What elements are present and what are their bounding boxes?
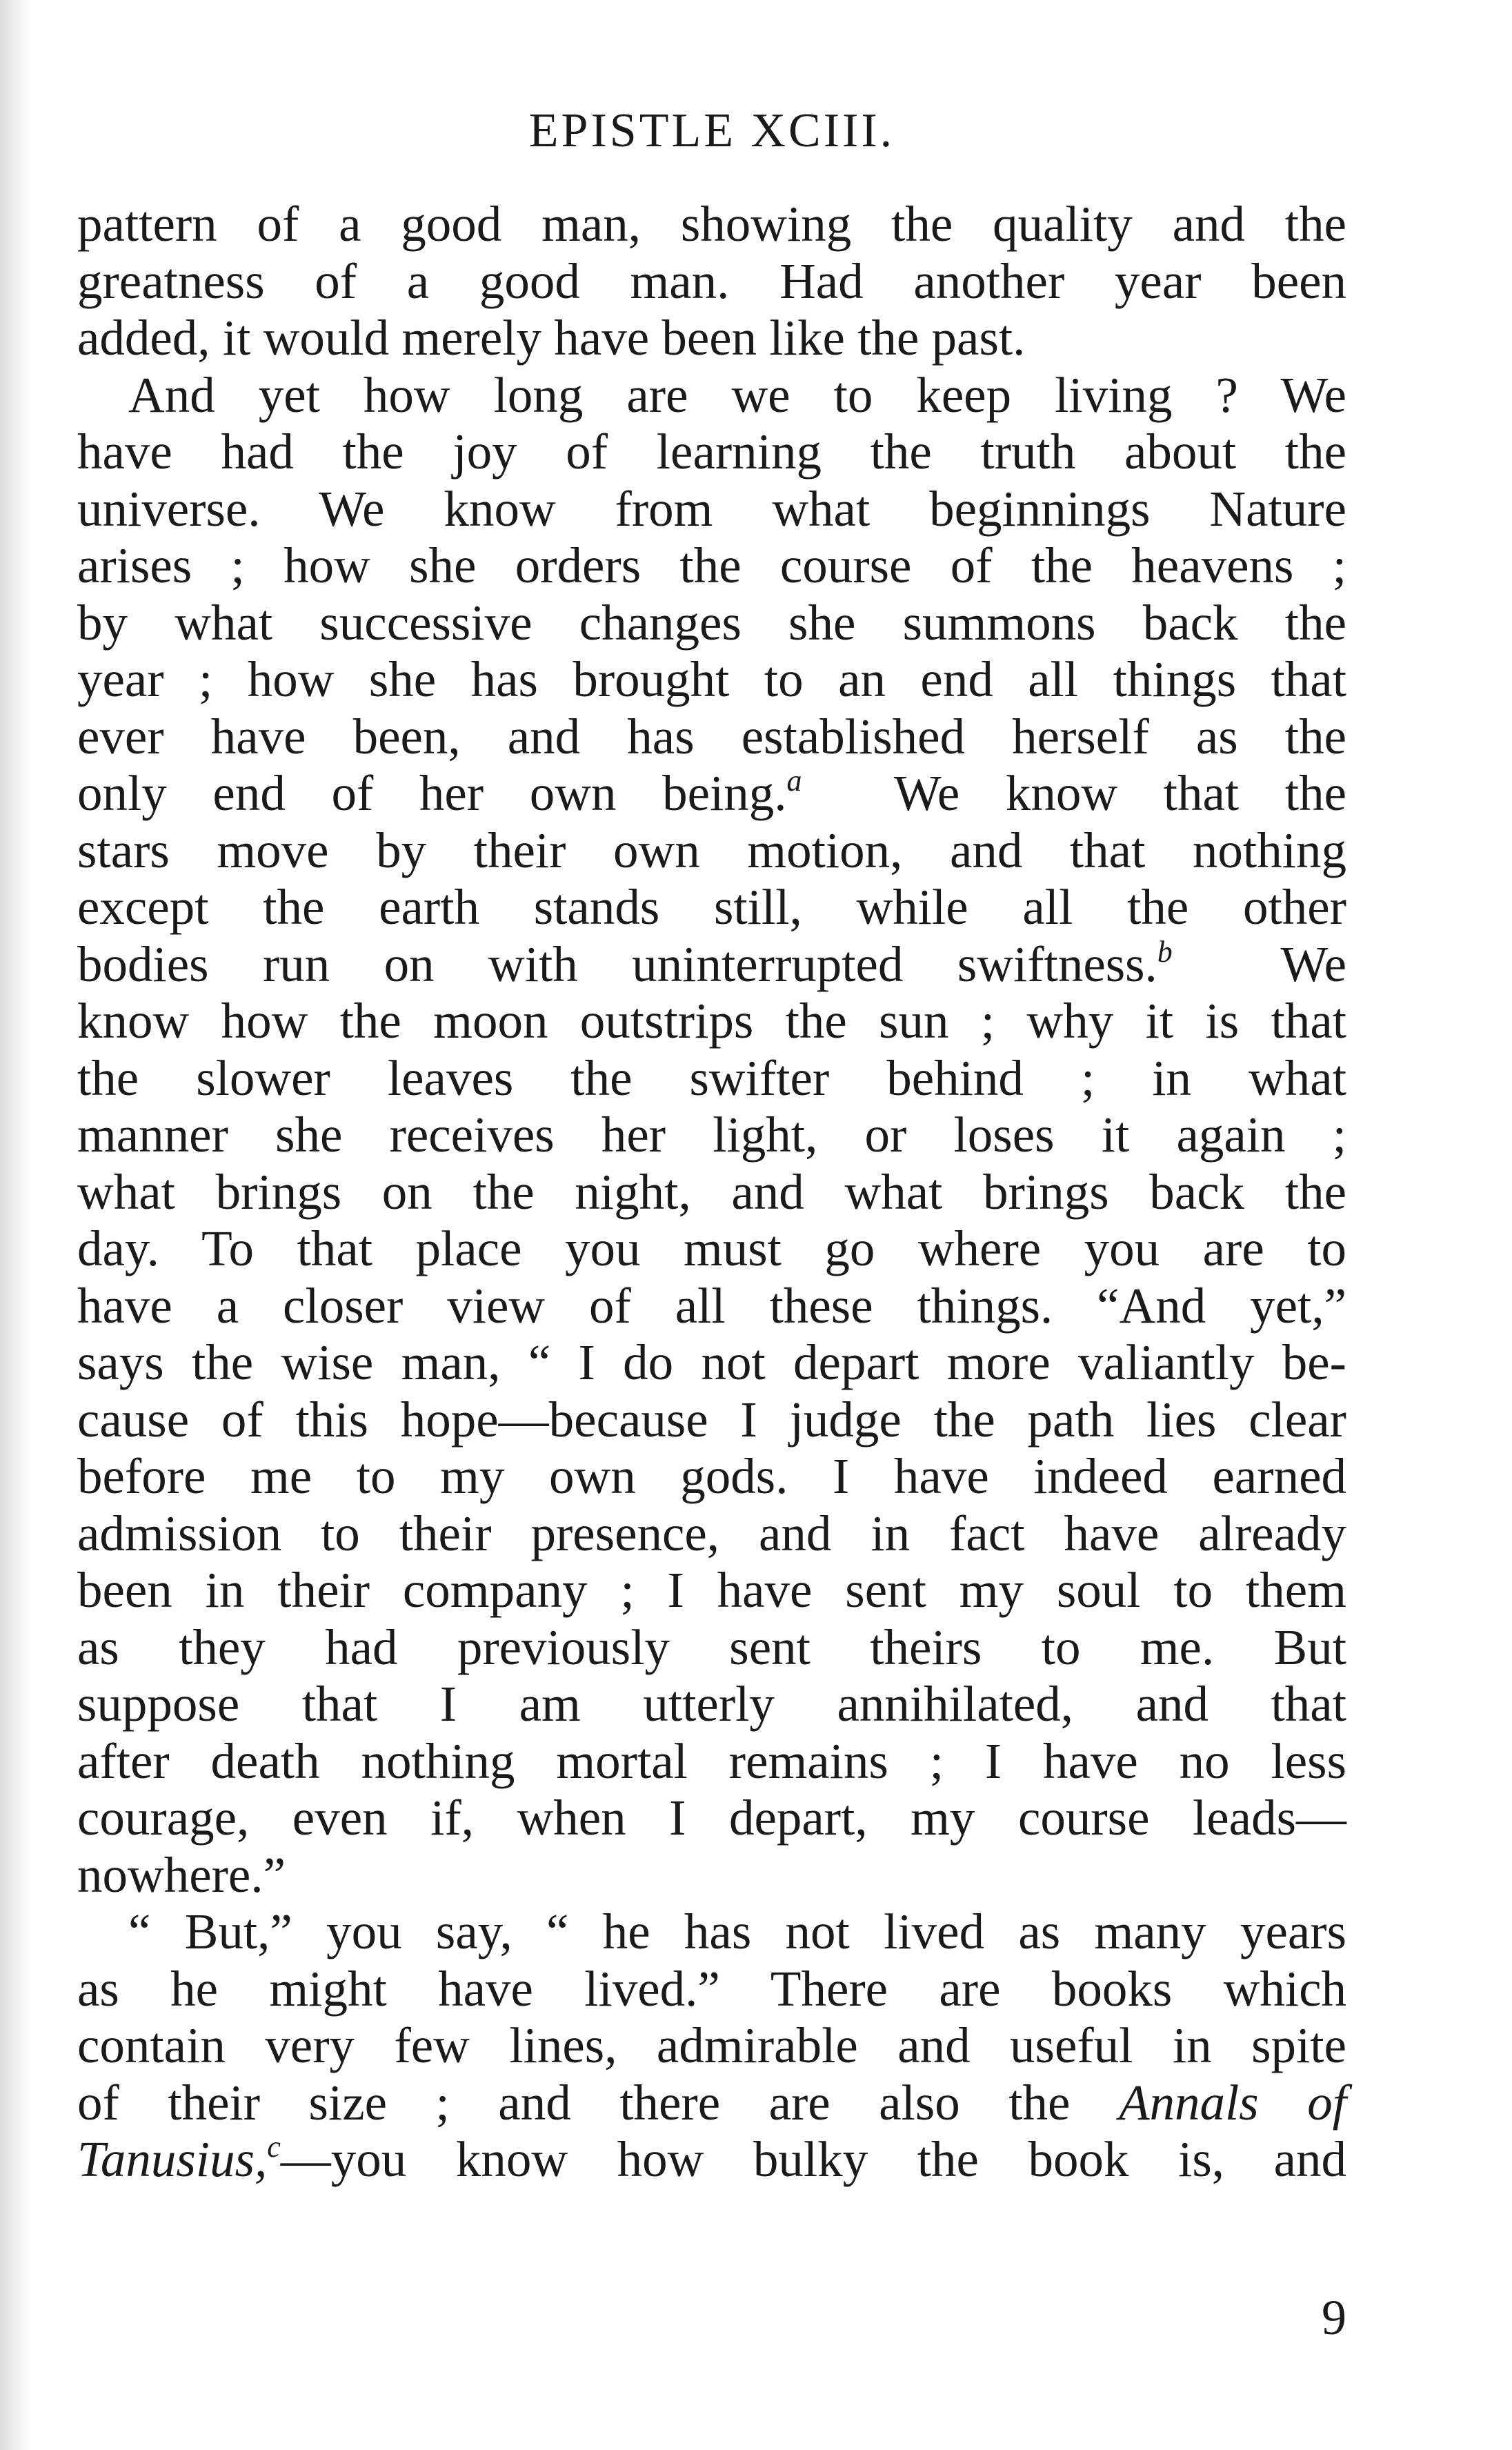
text-line: after death nothing mortal remains ; I have no less bbox=[77, 1732, 1346, 1789]
text-line: ever have been, and has established herself as the bbox=[77, 708, 1346, 764]
page-number: 9 bbox=[1322, 2290, 1346, 2345]
text-line: admission to their presence, and in fact have already bbox=[77, 1505, 1346, 1561]
footnote-ref-b[interactable]: b bbox=[1157, 934, 1173, 969]
text-line: “ But,” you say, “ he has not lived as many years bbox=[128, 1904, 1346, 1959]
text-line: of their size ; and there are also the Annals of bbox=[77, 2074, 1346, 2131]
text-line: Tanusius,$^c$—you know how bulky the book is, and bbox=[77, 2130, 1346, 2187]
text-line: the slower leaves the swifter behind ; in what bbox=[77, 1049, 1346, 1106]
text-line: as they had previously sent theirs to me. But bbox=[77, 1619, 1346, 1675]
footnote-ref-c[interactable]: c bbox=[267, 2130, 281, 2164]
text-line: contain very few lines, admirable and useful in spite bbox=[77, 2017, 1346, 2073]
text-line: arises ; how she orders the course of the heavens ; bbox=[77, 537, 1346, 593]
text-line: says the wise man, “ I do not depart more valiantly be- bbox=[77, 1334, 1346, 1390]
text-line: year ; how she has brought to an end all things that bbox=[77, 651, 1346, 707]
text-line: universe. We know from what beginnings Nature bbox=[77, 480, 1346, 537]
italic-title: Tanusius, bbox=[77, 2131, 268, 2187]
text-line: stars move by their own motion, and that nothing bbox=[77, 822, 1346, 878]
text-line: as he might have lived.” There are books which bbox=[77, 1960, 1346, 2017]
text-line: manner she receives her light, or loses it again ; bbox=[77, 1107, 1346, 1163]
text-line: greatness of a good man. Had another year been bbox=[77, 253, 1346, 309]
text-line: before me to my own gods. I have indeed earned bbox=[77, 1448, 1346, 1504]
body-text bbox=[77, 196, 1346, 2189]
footnote-ref-a[interactable]: a bbox=[786, 764, 802, 798]
text-line: And yet how long are we to keep living ? We bbox=[128, 366, 1346, 423]
text-line: what brings on the night, and what brings back the bbox=[77, 1163, 1346, 1220]
text-line: cause of this hope—because I judge the path lies clear bbox=[77, 1391, 1346, 1448]
italic-title: Annals of bbox=[1118, 2074, 1346, 2131]
text-line: courage, even if, when I depart, my course leads— bbox=[77, 1790, 1346, 1846]
text-line: suppose that I am utterly annihilated, and that bbox=[77, 1676, 1346, 1732]
text-line: except the earth stands still, while all the other bbox=[77, 879, 1346, 935]
text-line: added, it would merely have been like the past. bbox=[77, 310, 1026, 366]
text-line: nowhere.” bbox=[77, 1846, 286, 1903]
text-line: day. To that place you must go where you are to bbox=[77, 1221, 1346, 1276]
text-line: know how the moon outstrips the sun ; why it is that bbox=[77, 993, 1346, 1049]
text-line: by what successive changes she summons back the bbox=[77, 594, 1346, 651]
text-line: been in their company ; I have sent my soul to them bbox=[77, 1562, 1346, 1618]
running-head: EPISTLE XCIII. bbox=[528, 104, 895, 157]
text-line: bodies run on with uninterrupted swiftness.$^b$ We bbox=[77, 934, 1346, 992]
book-page bbox=[77, 103, 1346, 2189]
text-line: only end of her own being.$^a$ We know that the bbox=[77, 764, 1346, 821]
text-line: have a closer view of all these things. “And yet,” bbox=[77, 1277, 1346, 1334]
page-gutter-shadow bbox=[0, 0, 33, 2450]
text-line: have had the joy of learning the truth about the bbox=[77, 424, 1346, 480]
text-line: pattern of a good man, showing the quality and the bbox=[77, 196, 1346, 252]
